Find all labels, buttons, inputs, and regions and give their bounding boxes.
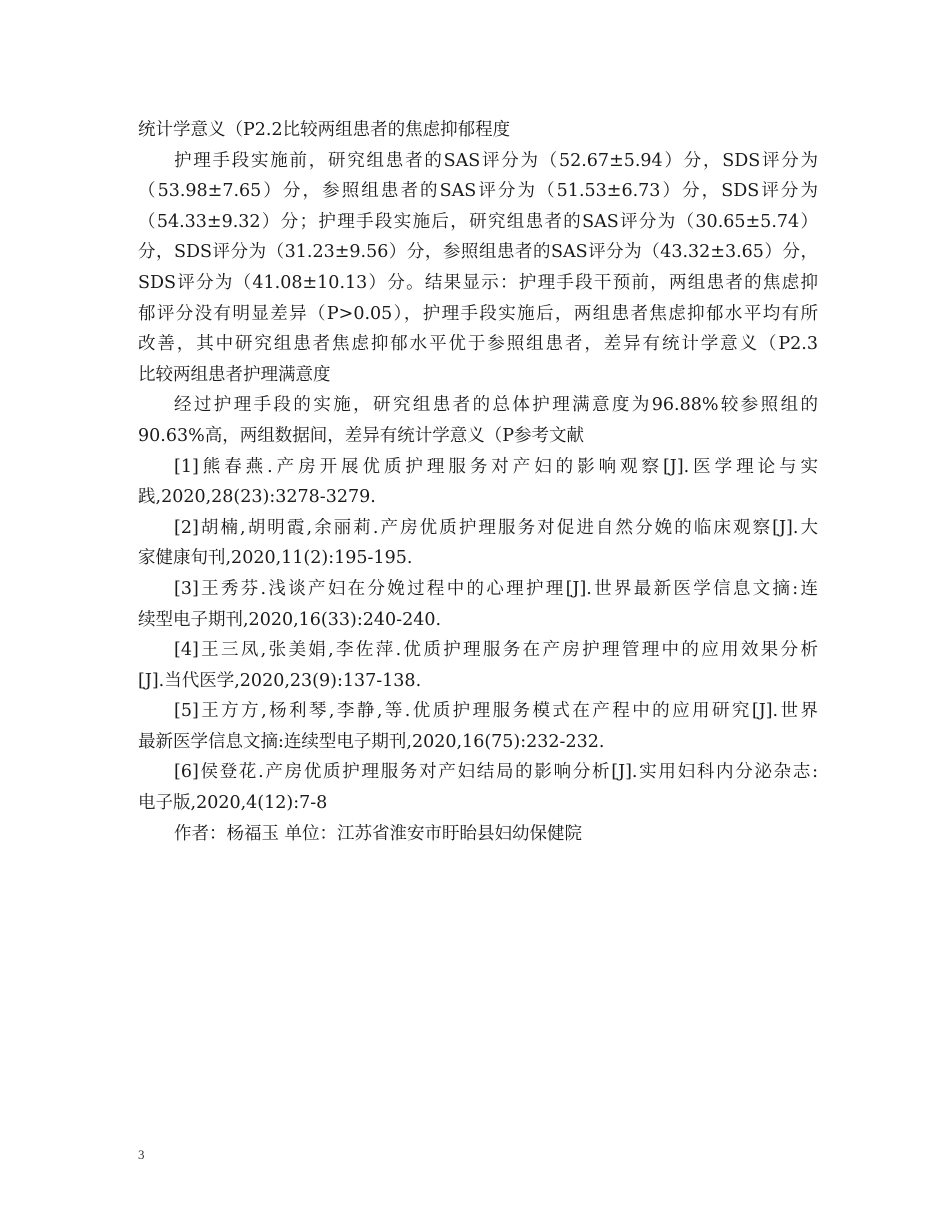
text-line: 90.63%高，两组数据间，差异有统计学意义（P参考文献	[138, 425, 585, 446]
text-line: 护理手段实施前，研究组患者的SAS评分为（52.67±5.94）分，SDS评分为	[174, 150, 818, 171]
text-line: [1]熊春燕.产房开展优质护理服务对产妇的影响观察[J].医学理论与实	[174, 456, 818, 477]
text-line: [3]王秀芬.浅谈产妇在分娩过程中的心理护理[J].世界最新医学信息文摘:连	[174, 578, 818, 599]
text-line: [4]王三凤,张美娟,李佐萍.优质护理服务在产房护理管理中的应用效果分析	[174, 640, 818, 661]
page-number: 3	[138, 1147, 145, 1162]
text-line: 作者：杨福玉 单位：江苏省淮安市盱眙县妇幼保健院	[174, 823, 583, 844]
text-line: 统计学意义（P2.2比较两组患者的焦虑抑郁程度	[138, 120, 511, 140]
text-line: （53.98±7.65）分，参照组患者的SAS评分为（51.53±6.73）分，SDS评分为	[138, 181, 818, 202]
text-line: 改善，其中研究组患者焦虑抑郁水平优于参照组患者，差异有统计学意义（P2.3	[138, 334, 818, 355]
text-line: SDS评分为（41.08±10.13）分。结果显示：护理手段干预前，两组患者的焦虑抑	[138, 272, 818, 293]
text-line: （54.33±9.32）分；护理手段实施后，研究组患者的SAS评分为（30.65±5.74）	[138, 211, 818, 232]
body-text	[138, 115, 818, 849]
text-line: 郁评分没有明显差异（P>0.05），护理手段实施后，两组患者焦虑抑郁水平均有所	[138, 303, 818, 324]
text-line: 电子版,2020,4(12):7-8	[138, 793, 328, 814]
text-line: 分，SDS评分为（31.23±9.56）分，参照组患者的SAS评分为（43.32±3.65）分，	[138, 242, 818, 263]
text-line: [J].当代医学,2020,23(9):137-138.	[138, 670, 422, 691]
text-line: 家健康旬刊,2020,11(2):195-195.	[138, 548, 413, 569]
text-line: 续型电子期刊,2020,16(33):240-240.	[138, 609, 442, 630]
text-line: 践,2020,28(23):3278-3279.	[138, 487, 376, 508]
text-line: 比较两组患者护理满意度	[138, 364, 331, 385]
text-line: [5]王方方,杨利琴,李静,等.优质护理服务模式在产程中的应用研究[J].世界	[174, 701, 818, 722]
text-line: 最新医学信息文摘:连续型电子期刊,2020,16(75):232-232.	[138, 731, 605, 752]
text-line: [6]侯登花.产房优质护理服务对产妇结局的影响分析[J].实用妇科内分泌杂志:	[174, 762, 818, 783]
text-line: [2]胡楠,胡明霞,余丽莉.产房优质护理服务对促进自然分娩的临床观察[J].大	[174, 517, 818, 538]
text-line: 经过护理手段的实施，研究组患者的总体护理满意度为96.88%较参照组的	[174, 395, 818, 416]
